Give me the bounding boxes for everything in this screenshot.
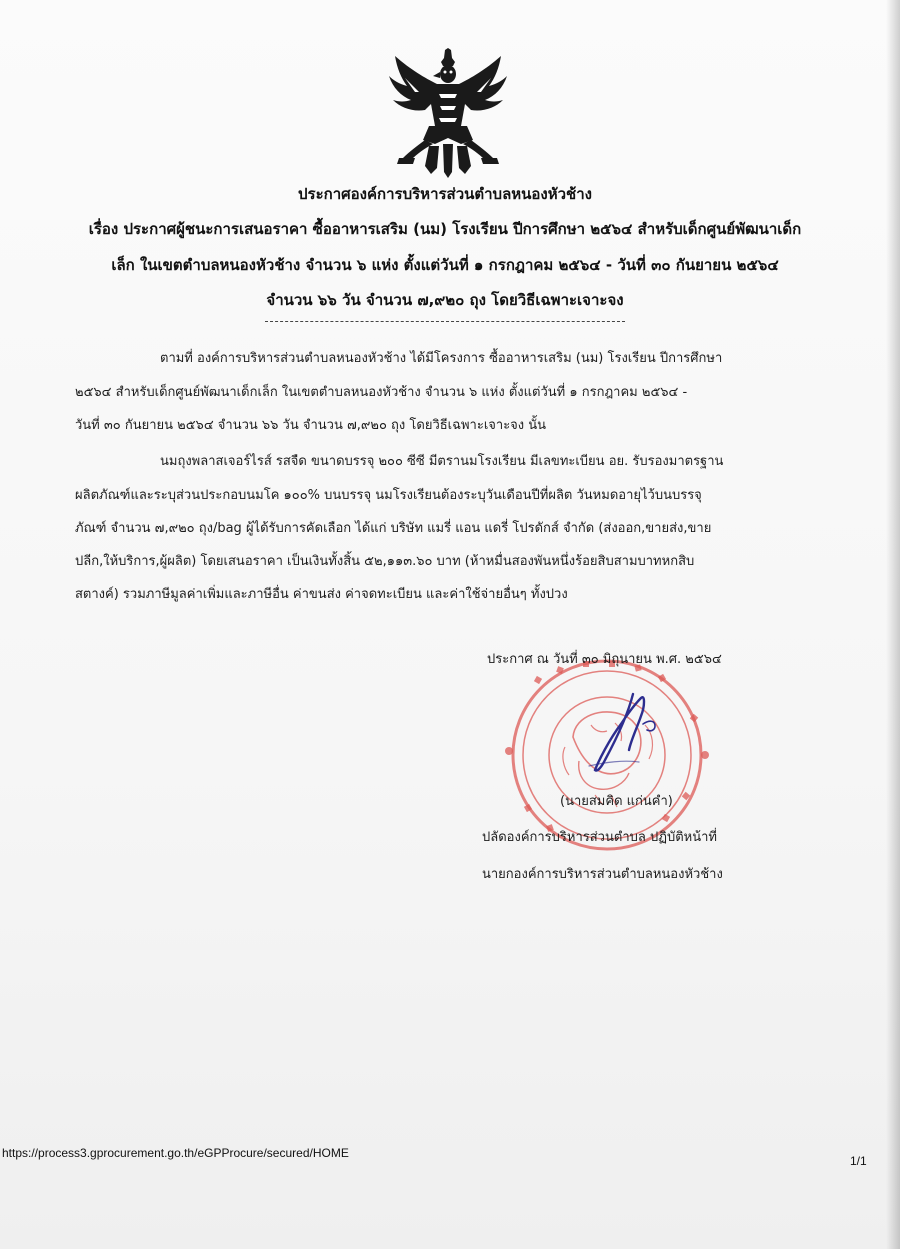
- paragraph-2-line-5: สตางค์) รวมภาษีมูลค่าเพิ่มและภาษีอื่น ค่าขนส่ง ค่าจดทะเบียน และค่าใช้จ่ายอื่นๆ ทั้งปวง: [75, 587, 568, 602]
- paragraph-1-line-1: ตามที่ องค์การบริหารส่วนตำบลหนองหัวช้าง ได้มีโครงการ ซื้ออาหารเสริม (นม) โรงเรียน ปีการศึกษา: [160, 351, 723, 366]
- paragraph-2-line-4: ปลีก,ให้บริการ,ผู้ผลิต) โดยเสนอราคา เป็นเงินทั้งสิ้น ๕๒,๑๑๓.๖๐ บาท (ห้าหมื่นสองพันหนึ่งร้อยสิบสามบาทหกสิบ: [75, 554, 695, 569]
- paragraph-2-line-2: ผลิตภัณฑ์และระบุส่วนประกอบนมโค ๑๐๐% บนบรรจุ นมโรงเรียนต้องระบุวันเดือนปีที่ผลิต วันหมดอายุไว้บนบรรจุ: [75, 488, 702, 503]
- signatory-position-2: นายกองค์การบริหารส่วนตำบลหนองหัวช้าง: [482, 867, 723, 882]
- paragraph-1-line-2: ๒๕๖๔ สำหรับเด็กศูนย์พัฒนาเด็กเล็ก ในเขตตำบลหนองหัวช้าง จำนวน ๖ แห่ง ตั้งแต่วันที่ ๑ กรกฎาคม ๒๕๖๔ -: [75, 385, 688, 400]
- footer-url: https://process3.gprocurement.go.th/eGPProcure/secured/HOME: [2, 1146, 349, 1160]
- signatory-name: (นายสมคิด แก่นคำ): [560, 794, 673, 809]
- announcement-date: ประกาศ ณ วันที่ ๓๐ มิถุนายน พ.ศ. ๒๕๖๔: [487, 652, 722, 667]
- garuda-emblem-icon: [385, 48, 511, 178]
- subject-line-1: เรื่อง ประกาศผู้ชนะการเสนอราคา ซื้ออาหารเสริม (นม) โรงเรียน ปีการศึกษา ๒๕๖๔ สำหรับเด็กศูนย์พัฒนาเด็ก: [88, 220, 802, 238]
- handwritten-signature-icon: [575, 680, 675, 775]
- document-title: ประกาศองค์การบริหารส่วนตำบลหนองหัวช้าง: [298, 185, 592, 203]
- paragraph-1-line-3: วันที่ ๓๐ กันยายน ๒๕๖๔ จำนวน ๖๖ วัน จำนวน ๗,๙๒๐ ถุง โดยวิธีเฉพาะเจาะจง นั้น: [75, 418, 547, 433]
- paragraph-2-line-3: ภัณฑ์ จำนวน ๗,๙๒๐ ถุง/bag ผู้ได้รับการคัดเลือก ได้แก่ บริษัท แมรี่ แอน แดรี่ โปรดักส์ จำกัด (ส่งออก,ขายส่ง,ขาย: [75, 521, 712, 536]
- subject-line-3: จำนวน ๖๖ วัน จำนวน ๗,๙๒๐ ถุง โดยวิธีเฉพาะเจาะจง: [266, 291, 624, 309]
- paragraph-2-line-1: นมถุงพลาสเจอร์ไรส์ รสจืด ขนาดบรรจุ ๒๐๐ ซีซี มีตรานมโรงเรียน มีเลขทะเบียน อย. รับรองมาตรฐาน: [160, 454, 724, 469]
- signatory-position-1: ปลัดองค์การบริหารส่วนตำบล ปฏิบัติหน้าที่: [482, 830, 717, 845]
- subject-line-2: เล็ก ในเขตตำบลหนองหัวช้าง จำนวน ๖ แห่ง ตั้งแต่วันที่ ๑ กรกฎาคม ๒๕๖๔ - วันที่ ๓๐ กันยายน ๒๕๖๔: [111, 256, 779, 274]
- footer-page-number: 1/1: [850, 1154, 867, 1168]
- separator-line: [265, 321, 625, 322]
